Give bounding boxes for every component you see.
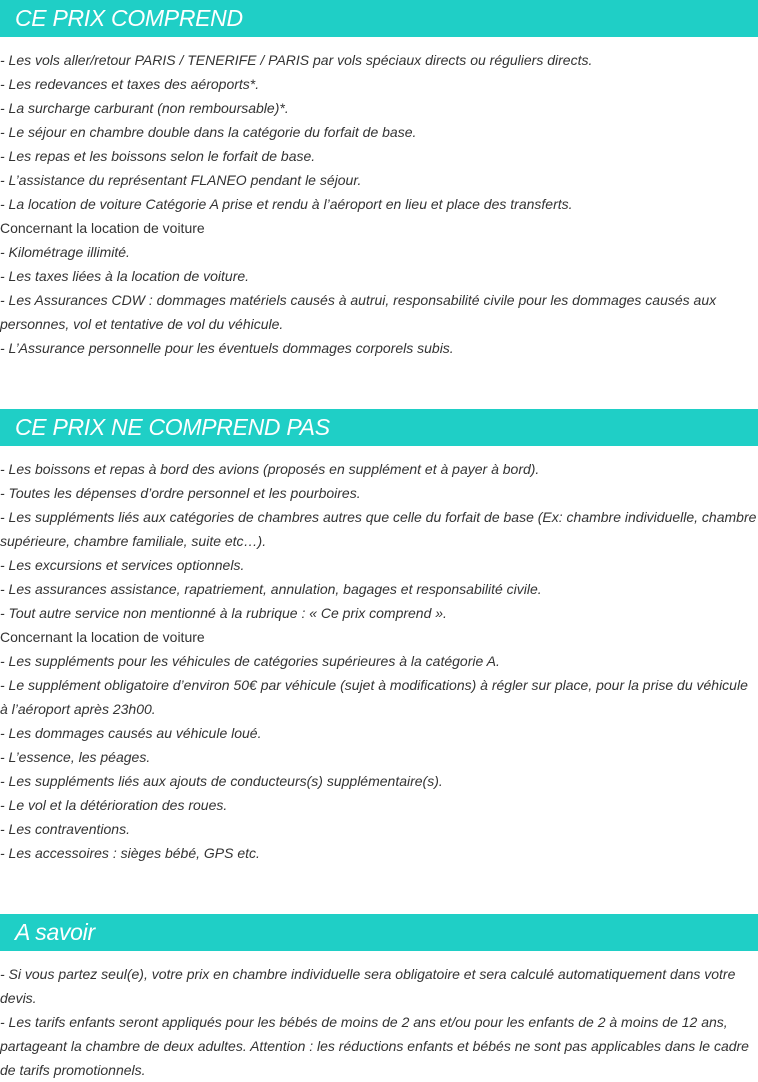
list-item: - L’assistance du représentant FLANEO pendant le séjour.: [0, 172, 362, 188]
list-item: - Les assurances assistance, rapatriement, annulation, bagages et responsabilité civile.: [0, 581, 542, 597]
list-item: - Les redevances et taxes des aéroports*.: [0, 76, 260, 92]
section-good-to-know: [0, 914, 758, 1082]
section-title-included: CE PRIX COMPREND: [15, 5, 243, 31]
list-item: - Les excursions et services optionnels.: [0, 557, 245, 573]
list-item: - L’essence, les péages.: [0, 749, 151, 765]
section-header-included: [0, 0, 758, 37]
section-header-good-to-know: [0, 914, 758, 951]
section-header-not-included: [0, 409, 758, 446]
list-item: - Les suppléments liés aux catégories de chambres autres que celle du forfait de base (Ex: chambre individuelle, chambre supérieure, chambre familiale, suite etc…).: [0, 509, 757, 549]
list-item: - Kilométrage illimité.: [0, 244, 130, 260]
section-included: [0, 0, 758, 360]
list-item: - Les Assurances CDW : dommages matériels causés à autrui, responsabilité civile pour les dommages causés aux personnes, vol et tentative de vol du véhicule.: [0, 292, 717, 332]
list-item: - Les tarifs enfants seront appliqués pour les bébés de moins de 2 ans et/ou pour les enfants de 2 à moins de 12 ans, partageant la chambre de deux adultes. Attention : les réductions enfants et bébés ne sont pas applicables dans le cadre de tarifs promotionnels.: [0, 1014, 749, 1078]
list-item: - Les vols aller/retour PARIS / TENERIFE / PARIS par vols spéciaux directs ou réguliers directs.: [0, 52, 593, 68]
section-title-not-included: CE PRIX NE COMPREND PAS: [15, 414, 330, 440]
list-item: - Les boissons et repas à bord des avions (proposés en supplément et à payer à bord).: [0, 461, 540, 477]
list-item: - La location de voiture Catégorie A prise et rendu à l’aéroport en lieu et place des transferts.: [0, 196, 573, 212]
not-included-list: [0, 446, 758, 865]
list-item: - Le vol et la détérioration des roues.: [0, 797, 228, 813]
list-item: - L’Assurance personnelle pour les éventuels dommages corporels subis.: [0, 340, 454, 356]
section-title-good-to-know: A savoir: [15, 919, 95, 945]
list-item: - Les suppléments liés aux ajouts de conducteurs(s) supplémentaire(s).: [0, 773, 443, 789]
list-item: - Les dommages causés au véhicule loué.: [0, 725, 262, 741]
subheading: Concernant la location de voiture: [0, 220, 205, 236]
list-item: - Si vous partez seul(e), votre prix en chambre individuelle sera obligatoire et sera calculé automatiquement dans votre devis.: [0, 966, 736, 1006]
list-item: - Les repas et les boissons selon le forfait de base.: [0, 148, 316, 164]
list-item: - Les suppléments pour les véhicules de catégories supérieures à la catégorie A.: [0, 653, 500, 669]
list-item: - Toutes les dépenses d’ordre personnel et les pourboires.: [0, 485, 361, 501]
list-item: - Tout autre service non mentionné à la rubrique : « Ce prix comprend ».: [0, 605, 447, 621]
list-item: - Les taxes liées à la location de voiture.: [0, 268, 250, 284]
list-item: - Le séjour en chambre double dans la catégorie du forfait de base.: [0, 124, 417, 140]
list-item: - Les contraventions.: [0, 821, 130, 837]
good-to-know-list: [0, 951, 758, 1082]
section-not-included: [0, 409, 758, 865]
list-item: - Les accessoires : sièges bébé, GPS etc.: [0, 845, 260, 861]
subheading: Concernant la location de voiture: [0, 629, 205, 645]
included-list: [0, 37, 758, 360]
list-item: - La surcharge carburant (non remboursable)*.: [0, 100, 289, 116]
list-item: - Le supplément obligatoire d’environ 50€ par véhicule (sujet à modifications) à régler sur place, pour la prise du véhicule à l’aéroport après 23h00.: [0, 677, 748, 717]
